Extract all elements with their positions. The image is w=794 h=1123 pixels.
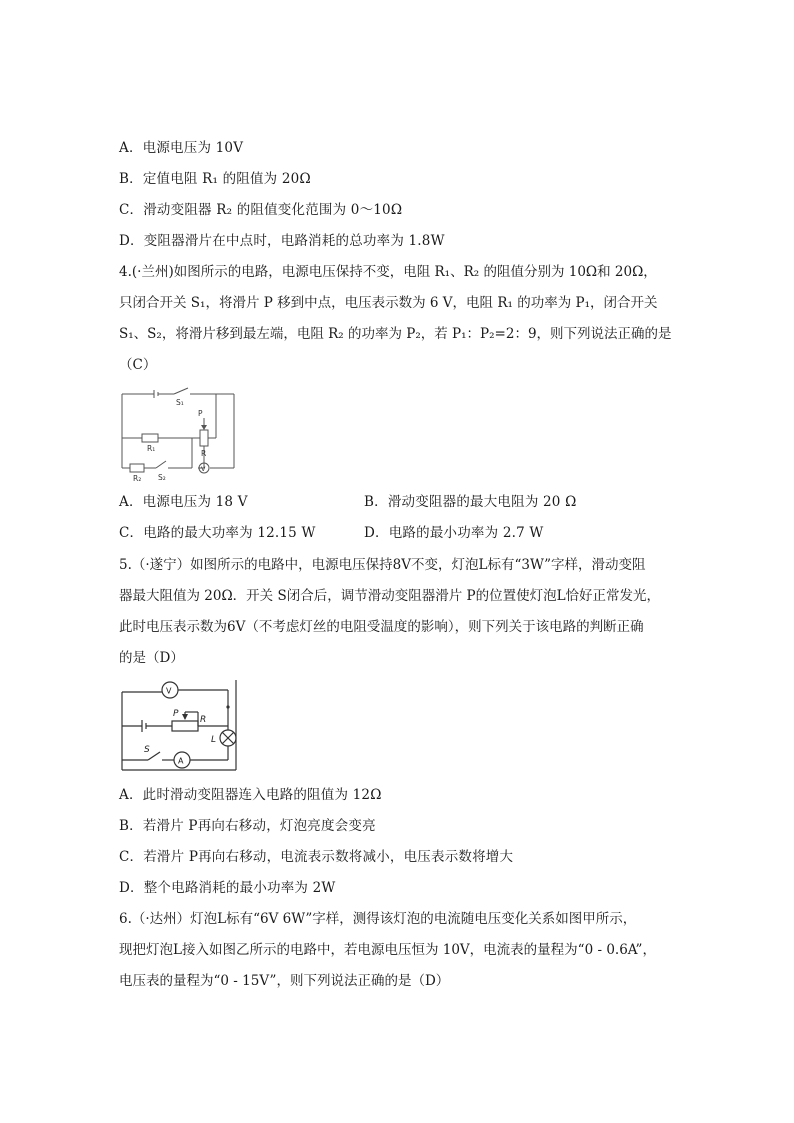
q5-label-v: V [166, 686, 172, 696]
q5-circuit-diagram [118, 678, 242, 774]
q4-circuit-diagram [118, 384, 240, 484]
q4-stem-line-2: 只闭合开关 S₁，将滑片 P 移到中点，电压表示数为 6 V，电阻 R₁ 的功率为 P₁，闭合开关 [119, 295, 658, 311]
q5-option-b: B．若滑片 P再向右移动，灯泡亮度会变亮 [119, 818, 376, 834]
q4-label-s2: S₂ [158, 473, 166, 482]
q3-option-a: A．电源电压为 10V [119, 140, 244, 156]
q5-stem-line-2: 器最大阻值为 20Ω．开关 S闭合后，调节滑动变阻器滑片 P的位置使灯泡L恰好正常发光， [119, 588, 661, 604]
q5-option-c: C．若滑片 P再向右移动，电流表示数将减小，电压表示数将增大 [119, 849, 514, 865]
q5-stem-line-3: 此时电压表示数为6V（不考虑灯丝的电阻受温度的影响），则下列关于该电路的判断正确 [119, 619, 644, 635]
q4-option-a: A．电源电压为 18 V [119, 494, 248, 510]
q5-label-p: P [173, 709, 179, 719]
q6-stem-line-2: 现把灯泡L接入如图乙所示的电路中，若电源电压恒为 10V，电流表的量程为“0 - 0.6A”， [119, 942, 656, 958]
q3-option-b: B．定值电阻 R₁ 的阻值为 20Ω [119, 171, 311, 187]
q4-option-b: B．滑动变阻器的最大电阻为 20 Ω [364, 494, 577, 510]
q3-option-c: C．滑动变阻器 R₂ 的阻值变化范围为 0～10Ω [119, 202, 403, 218]
q5-label-r: R [200, 715, 207, 725]
q4-stem-line-4: （C） [119, 357, 157, 373]
q4-stem-line-1: 4.(·兰州)如图所示的电路，电源电压保持不变，电阻 R₁、R₂ 的阻值分别为 10Ω和 20Ω， [119, 264, 657, 280]
q4-option-c: C．电路的最大功率为 12.15 W [119, 525, 316, 541]
q5-label-l: L [211, 735, 217, 745]
q4-label-r: R [201, 449, 207, 458]
q4-label-r2: R₂ [133, 474, 142, 483]
q6-stem-line-3: 电压表的量程为“0 - 15V”，则下列说法正确的是（D） [119, 973, 450, 989]
q3-option-d: D．变阻器滑片在中点时，电路消耗的总功率为 1.8W [119, 233, 445, 249]
q4-stem-line-3: S₁、S₂，将滑片移到最左端，电阻 R₂ 的功率为 P₂，若 P₁：P₂=2：9，则下列说法正确的是 [119, 326, 672, 342]
q4-label-s1: S₁ [176, 398, 184, 407]
q5-stem-line-1: 5.（·遂宁）如图所示的电路中，电源电压保持8V不变，灯泡L标有“3W”字样，滑动变阻 [119, 557, 646, 573]
q5-label-s: S [144, 745, 150, 755]
q4-label-v: V [201, 465, 206, 473]
q6-stem-line-1: 6.（·达州）灯泡L标有“6V 6W”字样，测得该灯泡的电流随电压变化关系如图甲所示， [119, 911, 637, 927]
q4-label-p: P [198, 409, 203, 418]
q5-option-a: A．此时滑动变阻器连入电路的阻值为 12Ω [119, 787, 382, 803]
q5-label-a: A [178, 756, 184, 766]
q4-option-d: D．电路的最小功率为 2.7 W [364, 525, 544, 541]
q4-label-r1: R₁ [147, 444, 156, 453]
q5-option-d: D．整个电路消耗的最小功率为 2W [119, 880, 336, 896]
q5-stem-line-4: 的是（D） [119, 650, 184, 666]
